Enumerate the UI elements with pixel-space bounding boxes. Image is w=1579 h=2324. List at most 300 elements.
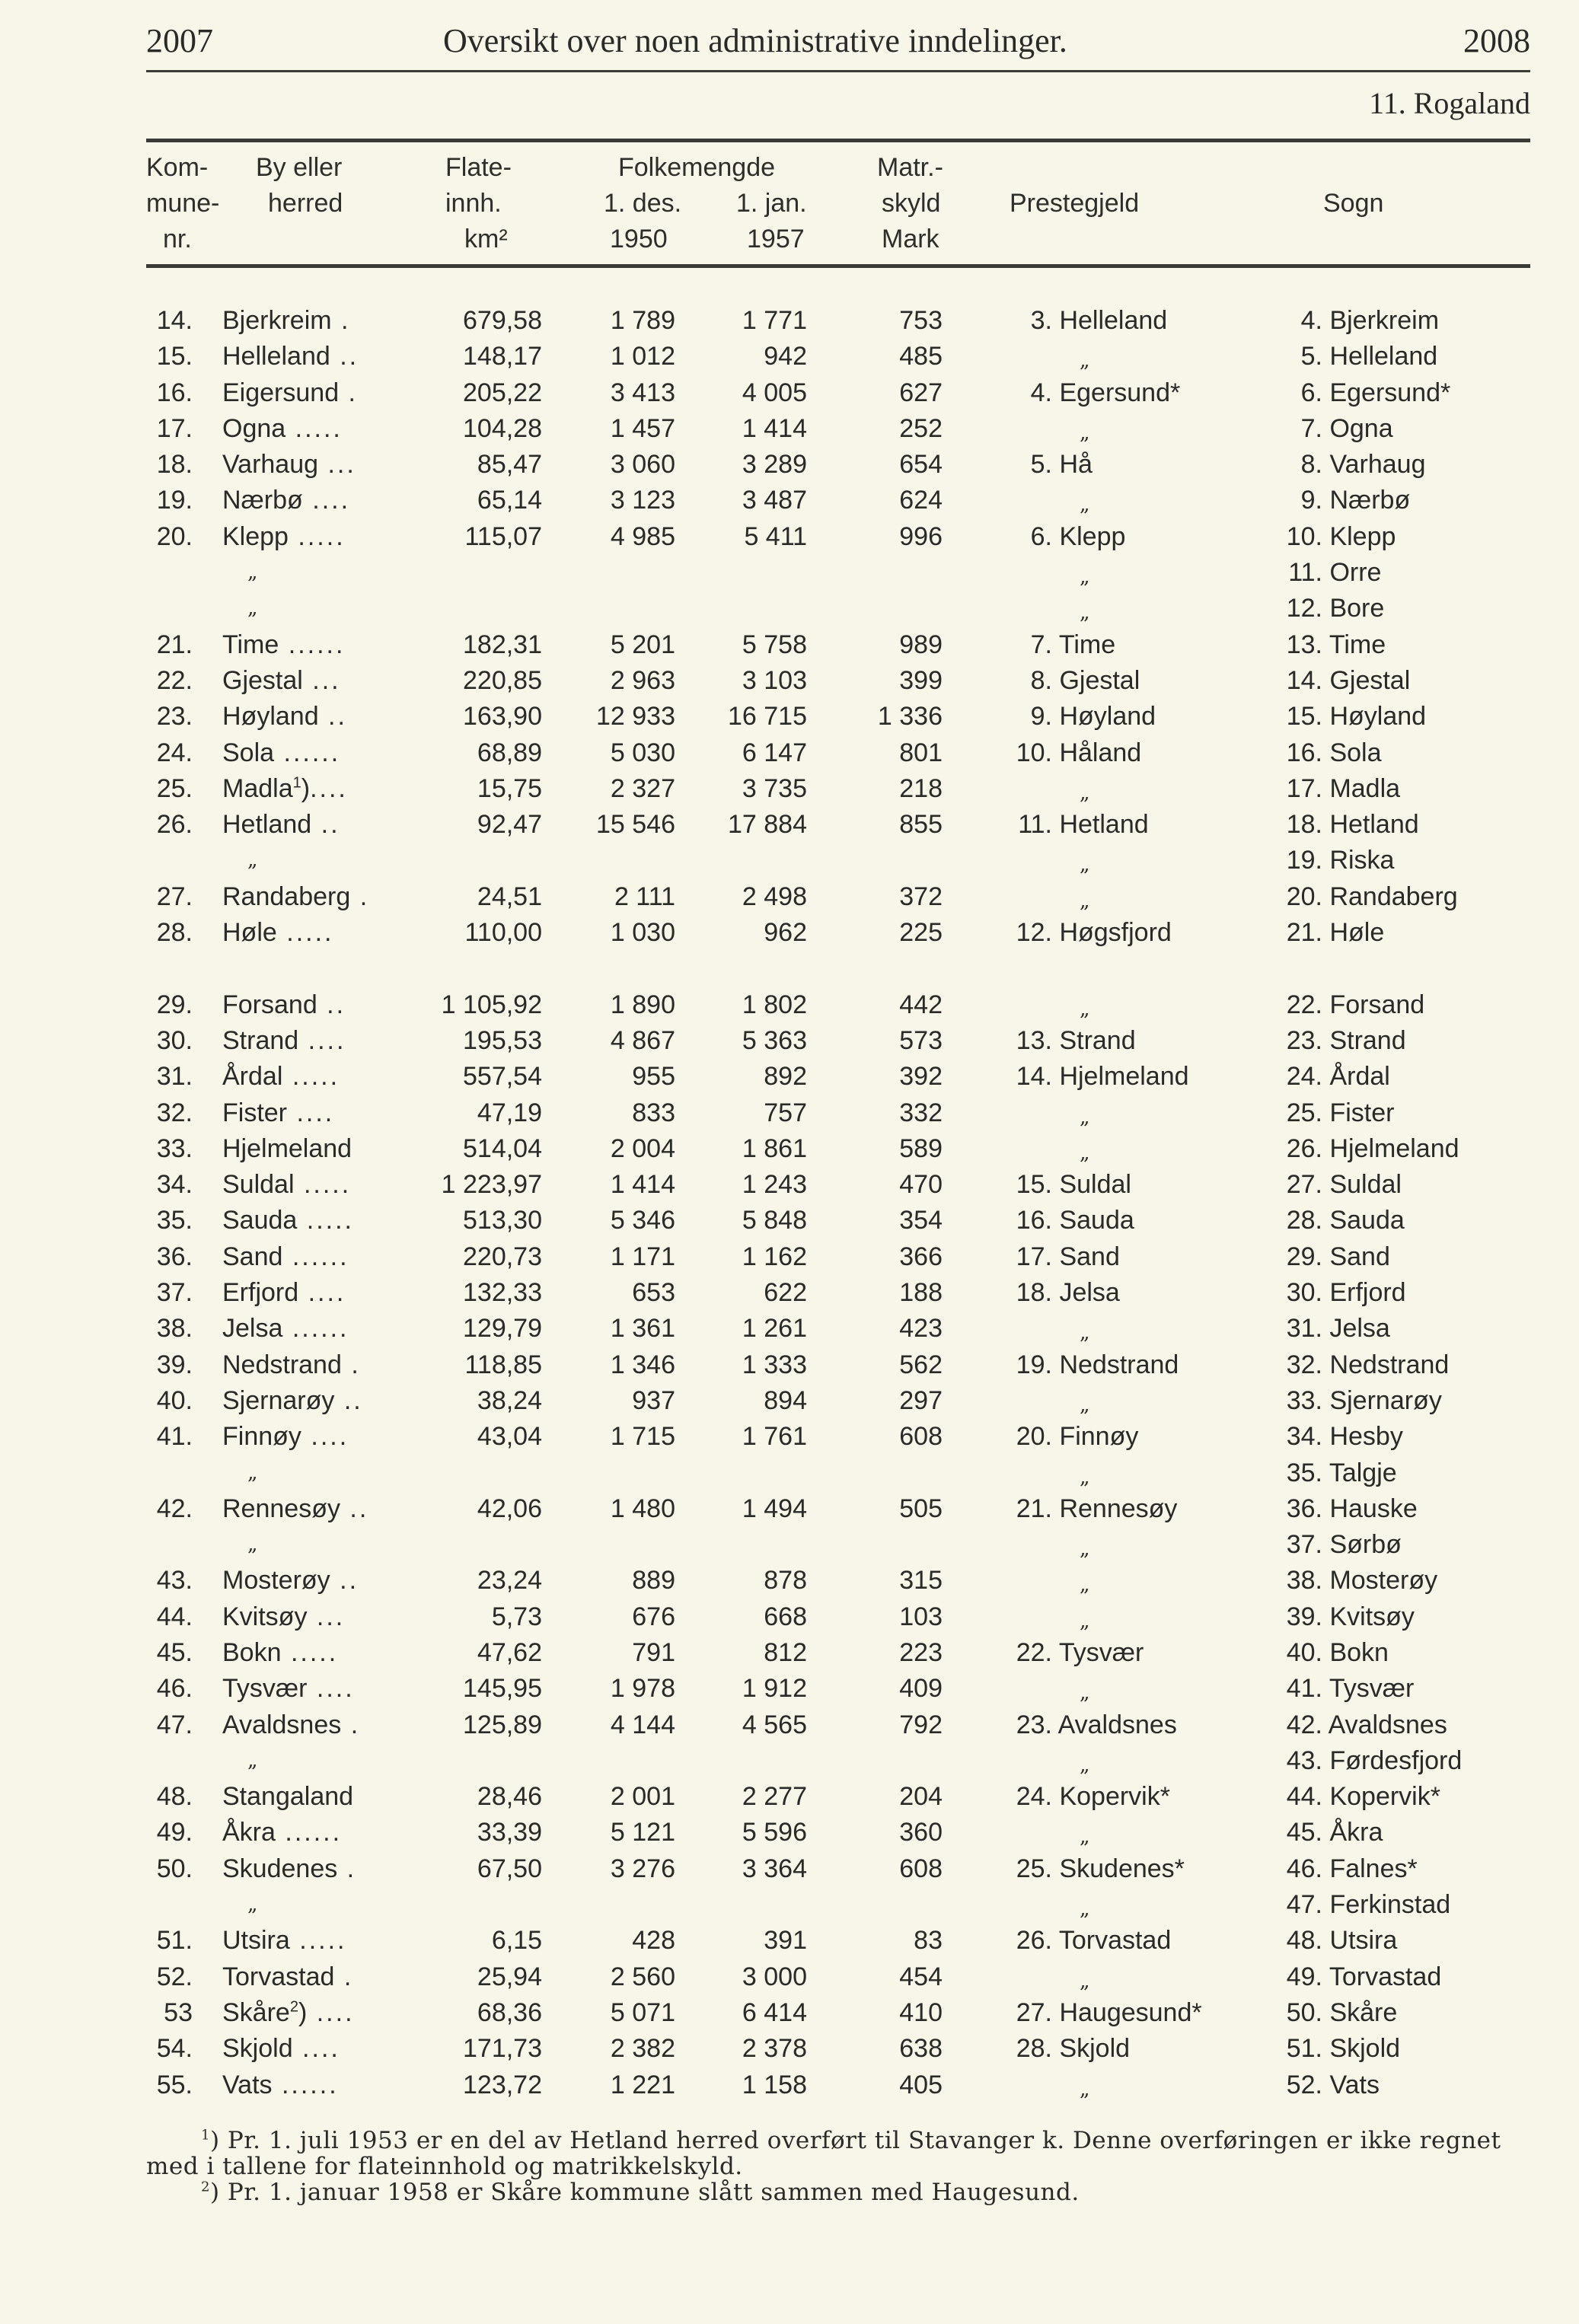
matrikkelskyld: 627	[899, 378, 943, 407]
sogn-nr: 8.	[1300, 450, 1322, 480]
population-1950: 5 201	[610, 630, 675, 659]
area-km2: 68,36	[477, 1997, 542, 2027]
footnote-1	[146, 2128, 1530, 2179]
col-header-pop1957-line: 1. jan.	[736, 189, 807, 218]
ditto-mark: „	[247, 849, 258, 872]
sogn-nr: 27.	[1286, 1170, 1322, 1200]
leader-dots: .	[339, 378, 359, 407]
population-1950: 4 144	[610, 1710, 675, 1739]
population-1950: 937	[632, 1385, 675, 1415]
col-header-name	[256, 150, 343, 222]
leader-dots: ......	[272, 2070, 339, 2099]
kommune-name	[222, 1707, 360, 1743]
leader-dots: ......	[282, 1242, 349, 1271]
kommune-nr: 52.	[156, 1962, 193, 1991]
kommune-name	[222, 447, 356, 483]
population-1950: 1 789	[610, 306, 675, 335]
kommune-nr: 17.	[156, 413, 193, 443]
ditto-mark: „	[247, 1461, 258, 1484]
kommune-nr: 26.	[156, 810, 193, 840]
kommune-nr: 45.	[156, 1637, 193, 1667]
prestegjeld	[997, 1851, 1185, 1887]
sogn-nr: 7.	[1300, 413, 1322, 443]
table-row	[0, 987, 1579, 1023]
sogn-nr: 19.	[1286, 846, 1322, 875]
kommune-name-text: Ogna	[222, 413, 286, 443]
ditto-mark: „	[247, 597, 258, 620]
kommune-name	[222, 339, 359, 375]
population-1950: 791	[632, 1637, 675, 1667]
prestegjeld-name: Gjestal	[1059, 665, 1140, 695]
population-1957: 1 333	[742, 1350, 807, 1379]
col-header-pop1950-line: 1950	[610, 225, 668, 253]
prestegjeld-name: Avaldsnes	[1057, 1710, 1177, 1739]
population-1950: 3 123	[610, 486, 675, 515]
population-1950: 5 071	[610, 1997, 675, 2027]
area-km2: 15,75	[477, 773, 542, 803]
matrikkelskyld: 366	[899, 1242, 943, 1271]
col-header-pop1957	[736, 186, 807, 257]
area-km2: 68,89	[477, 738, 542, 767]
prestegjeld-nr: 13.	[1016, 1025, 1052, 1055]
kommune-name	[222, 1131, 352, 1167]
table-row	[0, 2067, 1579, 2103]
sogn-name: Suldal	[1329, 1170, 1402, 1200]
sogn-name: Hjelmeland	[1329, 1133, 1459, 1163]
prestegjeld	[997, 303, 1167, 339]
table-row	[0, 483, 1579, 518]
prestegjeld-name: Haugesund*	[1059, 1997, 1202, 2027]
matrikkelskyld: 454	[899, 1962, 943, 1991]
population-1957: 1 414	[742, 413, 807, 443]
sogn	[1268, 1851, 1418, 1887]
population-1950: 2 382	[610, 2034, 675, 2064]
prestegjeld-nr: 4.	[1030, 378, 1052, 407]
kommune-name-text: Høle	[222, 918, 277, 948]
population-1950: 833	[632, 1098, 675, 1127]
area-km2: 514,04	[463, 1133, 542, 1163]
sogn	[1268, 1347, 1449, 1383]
area-km2: 145,95	[463, 1674, 542, 1704]
population-1950: 1 171	[610, 1242, 675, 1271]
sogn-name: Avaldsnes	[1328, 1710, 1447, 1739]
kommune-nr: 50.	[156, 1854, 193, 1883]
kommune-name-text: Mosterøy	[222, 1566, 330, 1596]
prestegjeld-nr: 6.	[1030, 521, 1052, 551]
matrikkelskyld: 505	[899, 1494, 943, 1523]
col-header-pop1950-line: 1. des.	[604, 189, 682, 218]
kommune-name	[222, 1815, 342, 1851]
ditto-mark: „	[1080, 1753, 1090, 1777]
population-1950: 4 985	[610, 521, 675, 551]
table-row	[0, 1743, 1579, 1779]
sogn-name: Høle	[1329, 918, 1385, 948]
kommune-name-text: Varhaug	[222, 450, 319, 480]
population-1950: 1 414	[610, 1170, 675, 1200]
kommune-name-text: Skåre	[222, 1997, 290, 2027]
population-1950: 4 867	[610, 1025, 675, 1055]
population-1950: 1 715	[610, 1422, 675, 1452]
table-row	[0, 1707, 1579, 1743]
prestegjeld	[997, 1419, 1138, 1455]
prestegjeld-name: Tysvær	[1058, 1637, 1144, 1667]
sogn	[1268, 1131, 1459, 1167]
kommune-name	[222, 1959, 353, 1995]
sogn	[1268, 807, 1419, 843]
kommune-nr: 27.	[156, 881, 193, 911]
prestegjeld-nr: 11.	[1018, 810, 1052, 840]
prestegjeld-name: Torvastad	[1058, 1926, 1172, 1956]
sogn	[1268, 1635, 1389, 1671]
sogn	[1268, 483, 1410, 518]
col-header-matr-line: skyld	[882, 189, 941, 218]
ditto-mark: „	[1080, 349, 1090, 373]
kommune-nr: 55.	[156, 2070, 193, 2099]
sogn-name: Erfjord	[1329, 1278, 1406, 1308]
sogn-name: Helleland	[1329, 342, 1438, 371]
kommune-nr: 15.	[156, 342, 193, 371]
population-1950: 2 560	[610, 1962, 675, 1991]
kommune-name-text: Bjerkreim	[222, 306, 332, 335]
leader-dots: ....	[302, 486, 351, 515]
area-km2: 23,24	[477, 1566, 542, 1596]
table-row	[0, 699, 1579, 735]
sogn-nr: 46.	[1286, 1854, 1322, 1883]
col-header-area-line: km²	[464, 225, 508, 253]
population-1957: 3 000	[742, 1962, 807, 1991]
ditto-mark: „	[1080, 1321, 1090, 1345]
col-header-folkemengde: Folkemengde	[618, 153, 776, 182]
kommune-nr: 30.	[156, 1025, 193, 1055]
sogn	[1268, 591, 1384, 626]
sogn	[1268, 1563, 1437, 1599]
prestegjeld-nr: 28.	[1016, 2034, 1052, 2064]
sogn-nr: 24.	[1286, 1062, 1322, 1092]
sogn-nr: 6.	[1300, 378, 1322, 407]
footnote-text: ) Pr. 1. januar 1958 er Skåre kommune slått sammen med Haugesund.	[209, 2179, 1080, 2206]
area-km2: 67,50	[477, 1854, 542, 1883]
ditto-mark: „	[1080, 1825, 1090, 1849]
footnote-ref-paren: )	[301, 773, 311, 803]
sogn-name: Egersund*	[1329, 378, 1451, 407]
leader-dots: .....	[282, 1062, 340, 1092]
matrikkelskyld: 753	[899, 306, 943, 335]
sogn-nr: 11.	[1288, 558, 1322, 588]
sogn-name: Bokn	[1329, 1637, 1389, 1667]
prestegjeld-nr: 16.	[1016, 1206, 1052, 1235]
sogn-name: Tysvær	[1329, 1674, 1415, 1704]
kommune-name	[222, 483, 350, 518]
table-row	[0, 303, 1579, 339]
matrikkelskyld: 399	[899, 665, 943, 695]
sogn	[1268, 1275, 1406, 1311]
area-km2: 33,39	[477, 1818, 542, 1847]
kommune-name	[222, 987, 346, 1023]
kommune-nr: 49.	[156, 1818, 193, 1847]
matrikkelskyld: 83	[914, 1926, 943, 1956]
ditto-mark: „	[247, 1749, 258, 1772]
kommune-name-text: Sjernarøy	[222, 1385, 335, 1415]
kommune-name	[222, 1167, 351, 1203]
area-km2: 123,72	[463, 2070, 542, 2099]
sogn-name: Orre	[1329, 558, 1382, 588]
matrikkelskyld: 485	[899, 342, 943, 371]
area-km2: 557,54	[463, 1062, 542, 1092]
kommune-name	[222, 663, 341, 699]
sogn-nr: 28.	[1286, 1206, 1322, 1235]
kommune-name	[222, 2031, 340, 2067]
prestegjeld-nr: 7.	[1030, 630, 1052, 659]
population-1957: 16 715	[728, 702, 807, 732]
sogn-nr: 5.	[1300, 342, 1322, 371]
area-km2: 92,47	[477, 810, 542, 840]
area-km2: 47,19	[477, 1098, 542, 1127]
ditto-mark: „	[1080, 1898, 1090, 1921]
kommune-name	[222, 1599, 345, 1635]
sogn-name: Torvastad	[1329, 1962, 1442, 1991]
table-row	[0, 1959, 1579, 1995]
population-1950: 15 546	[596, 810, 675, 840]
sogn	[1268, 1959, 1441, 1995]
population-1950: 1 030	[610, 918, 675, 948]
kommune-name-text: Helleland	[222, 342, 330, 371]
area-km2: 163,90	[463, 702, 542, 732]
sogn	[1268, 1743, 1462, 1779]
kommune-name-text: Suldal	[222, 1170, 295, 1200]
kommune-name-text: Finnøy	[222, 1422, 301, 1452]
matrikkelskyld: 332	[899, 1098, 943, 1127]
population-1957: 5 848	[742, 1206, 807, 1235]
sogn-nr: 41.	[1286, 1674, 1322, 1704]
leader-dots: ...	[318, 450, 356, 480]
sogn-name: Bore	[1329, 594, 1385, 623]
sogn-nr: 33.	[1286, 1385, 1322, 1415]
sogn-name: Nærbø	[1329, 486, 1411, 515]
population-1957: 668	[764, 1602, 807, 1631]
population-1957: 17 884	[728, 810, 807, 840]
footnote-ref-paren: )	[298, 1997, 308, 2027]
kommune-name	[222, 1239, 349, 1275]
sogn-name: Gjestal	[1329, 665, 1411, 695]
area-km2: 125,89	[463, 1710, 542, 1739]
population-1957: 1 261	[742, 1314, 807, 1344]
kommune-name-text: Skudenes	[222, 1854, 338, 1883]
sogn-name: Hauske	[1329, 1494, 1418, 1523]
header-bottom-rule	[146, 264, 1530, 268]
kommune-name	[222, 699, 347, 735]
leader-dots: .	[337, 1854, 357, 1883]
sogn-name: Forsand	[1329, 990, 1425, 1019]
prestegjeld-name: Kopervik*	[1059, 1782, 1170, 1812]
leader-dots: ....	[310, 773, 348, 803]
table-row	[0, 2031, 1579, 2067]
kommune-nr: 46.	[156, 1674, 193, 1704]
sogn	[1268, 915, 1384, 951]
sogn	[1268, 1887, 1450, 1923]
kommune-name-text: Strand	[222, 1025, 299, 1055]
population-1950: 1 978	[610, 1674, 675, 1704]
table-row	[0, 519, 1579, 555]
leader-dots: .	[331, 306, 351, 335]
kommune-nr: 28.	[156, 918, 193, 948]
table-row	[0, 411, 1579, 447]
kommune-nr: 18.	[156, 450, 193, 480]
kommune-nr: 24.	[156, 738, 193, 767]
ditto-mark: „	[1080, 1538, 1090, 1561]
sogn-name: Talgje	[1329, 1458, 1397, 1487]
col-header-nr-line: Kom-	[146, 153, 209, 182]
table-row	[0, 1779, 1579, 1815]
population-1950: 1 480	[610, 1494, 675, 1523]
kommune-name-text: Kvitsøy	[222, 1602, 308, 1631]
matrikkelskyld: 624	[899, 486, 943, 515]
county-heading: 11. Rogaland	[1369, 86, 1530, 120]
table-row	[0, 1671, 1579, 1707]
sogn	[1268, 663, 1410, 699]
sogn-name: Sørbø	[1329, 1530, 1402, 1560]
sogn	[1268, 1239, 1390, 1275]
sogn-nr: 51.	[1286, 2034, 1322, 2064]
population-1957: 1 912	[742, 1674, 807, 1704]
sogn-nr: 18.	[1286, 810, 1322, 840]
sogn	[1268, 699, 1426, 735]
population-1950: 955	[632, 1062, 675, 1092]
leader-dots: .	[334, 1962, 354, 1991]
population-1957: 2 378	[742, 2034, 807, 2064]
prestegjeld	[997, 2031, 1130, 2067]
leader-dots: .	[341, 1350, 361, 1379]
sogn-nr: 9.	[1300, 486, 1322, 515]
sogn-name: Jelsa	[1329, 1314, 1390, 1344]
population-1957: 878	[764, 1566, 807, 1596]
area-km2: 28,46	[477, 1782, 542, 1812]
area-km2: 182,31	[463, 630, 542, 659]
sogn-nr: 34.	[1286, 1422, 1322, 1452]
leader-dots: .....	[276, 918, 334, 948]
kommune-name-text: Tysvær	[222, 1674, 308, 1704]
population-1957: 894	[764, 1385, 807, 1415]
sogn-nr: 29.	[1286, 1242, 1322, 1271]
matrikkelskyld: 204	[899, 1782, 943, 1812]
population-1957: 5 411	[744, 521, 807, 551]
kommune-name	[222, 1383, 363, 1419]
sogn-nr: 32.	[1286, 1350, 1322, 1379]
sogn-nr: 17.	[1286, 773, 1322, 803]
prestegjeld-name: Hå	[1059, 450, 1093, 480]
sogn	[1268, 1815, 1383, 1851]
sogn	[1268, 2031, 1400, 2067]
kommune-nr: 23.	[156, 702, 193, 732]
kommune-name-text: Utsira	[222, 1926, 290, 1956]
ditto-mark: „	[1080, 1105, 1090, 1129]
leader-dots: ....	[307, 1674, 355, 1704]
population-1957: 6 147	[742, 738, 807, 767]
population-1950: 1 457	[610, 413, 675, 443]
sogn-name: Strand	[1329, 1025, 1406, 1055]
area-km2: 25,94	[477, 1962, 542, 1991]
kommune-name-text: Årdal	[222, 1062, 283, 1092]
sogn	[1268, 627, 1386, 663]
prestegjeld-name: Skjold	[1059, 2034, 1131, 2064]
footnote-2	[146, 2179, 1530, 2205]
area-km2: 43,04	[477, 1422, 542, 1452]
sogn	[1268, 411, 1393, 447]
area-km2: 171,73	[463, 2034, 542, 2064]
matrikkelskyld: 372	[899, 881, 943, 911]
population-1957: 3 289	[742, 450, 807, 480]
kommune-nr: 14.	[156, 306, 193, 335]
col-header-sogn: Sogn	[1323, 189, 1384, 218]
leader-dots: ......	[274, 738, 341, 767]
matrikkelskyld: 1 336	[877, 702, 943, 732]
running-head	[146, 21, 1530, 67]
header-rule	[146, 70, 1530, 72]
population-1957: 622	[764, 1278, 807, 1308]
leader-dots: .	[341, 1710, 361, 1739]
sogn-name: Bjerkreim	[1329, 306, 1440, 335]
kommune-name	[222, 1923, 346, 1959]
area-km2: 205,22	[463, 378, 542, 407]
kommune-nr: 32.	[156, 1098, 193, 1127]
prestegjeld-name: Sand	[1059, 1242, 1120, 1271]
kommune-name	[222, 2067, 339, 2103]
table-row	[0, 1563, 1579, 1599]
matrikkelskyld: 409	[899, 1674, 943, 1704]
population-1950: 3 413	[610, 378, 675, 407]
kommune-nr: 19.	[156, 486, 193, 515]
sogn	[1268, 1707, 1447, 1743]
sogn-nr: 42.	[1286, 1710, 1322, 1739]
leader-dots: ....	[298, 1278, 346, 1308]
page-title: Oversikt over noen administrative inndelinger.	[443, 22, 1067, 59]
kommune-name-text: Sauda	[222, 1206, 298, 1235]
leader-dots: ....	[298, 1025, 346, 1055]
matrikkelskyld: 360	[899, 1818, 943, 1847]
leader-dots: ...	[307, 1602, 346, 1631]
prestegjeld	[997, 447, 1093, 483]
kommune-name	[222, 807, 340, 843]
matrikkelskyld: 792	[899, 1710, 943, 1739]
ditto-mark: „	[247, 561, 258, 585]
sogn-nr: 22.	[1286, 990, 1322, 1019]
table-row	[0, 915, 1579, 951]
leader-dots: ..	[311, 810, 340, 840]
prestegjeld	[997, 1239, 1120, 1275]
prestegjeld-name: Suldal	[1059, 1170, 1131, 1200]
prestegjeld-name: Egersund*	[1059, 378, 1181, 407]
sogn-nr: 37.	[1286, 1530, 1322, 1560]
kommune-name	[222, 411, 343, 447]
leader-dots: ......	[275, 1818, 343, 1847]
sogn	[1268, 735, 1382, 771]
kommune-name	[222, 771, 348, 807]
kommune-name-text: Fister	[222, 1098, 287, 1127]
prestegjeld	[997, 735, 1141, 771]
prestegjeld-nr: 8.	[1030, 665, 1052, 695]
population-1950: 676	[632, 1602, 675, 1631]
matrikkelskyld: 297	[899, 1385, 943, 1415]
matrikkelskyld: 442	[899, 990, 943, 1019]
sogn-nr: 12.	[1286, 594, 1322, 623]
matrikkelskyld: 103	[899, 1602, 943, 1631]
page-number-left: 2007	[146, 22, 213, 59]
col-header-nr-line: nr.	[163, 225, 192, 253]
sogn-name: Årdal	[1329, 1062, 1390, 1092]
leader-dots: ..	[318, 702, 347, 732]
sogn-nr: 39.	[1286, 1602, 1322, 1631]
prestegjeld	[997, 1059, 1189, 1095]
population-1957: 1 158	[742, 2070, 807, 2099]
